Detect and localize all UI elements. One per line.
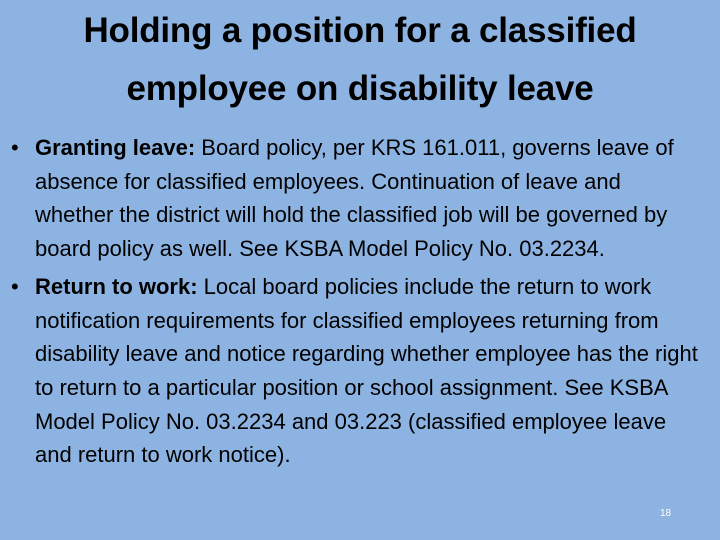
bullet-icon: • [11, 135, 19, 160]
bullet-text: Local board policies include the return to work notification requirements for classified employees returning from disability leave and notice regarding whether employee has the right to return to a particular position or school assignment. See KSBA Model Policy No. 03.2234 and 03.223 (classified employee leave and return to work notice). [35, 273, 698, 468]
bullet-item-return-to-work [0, 270, 720, 472]
bullet-item-granting-leave [0, 131, 720, 266]
bullet-lead: Granting leave: [35, 135, 196, 160]
bullet-icon: • [11, 273, 19, 299]
bullet-lead: Return to work: [35, 273, 198, 299]
bullet-text: Board policy, per KRS 161.011, governs leave of absence for classified employees. Continuation of leave and whether the district will hold the classified job will be governed by board policy as well. See KSBA Model Policy No. 03.2234. [35, 135, 674, 262]
bullet-list [0, 131, 720, 472]
page-number: 18 [660, 508, 672, 519]
slide-title: Holding a position for a classified employee on disability leave [83, 11, 637, 108]
